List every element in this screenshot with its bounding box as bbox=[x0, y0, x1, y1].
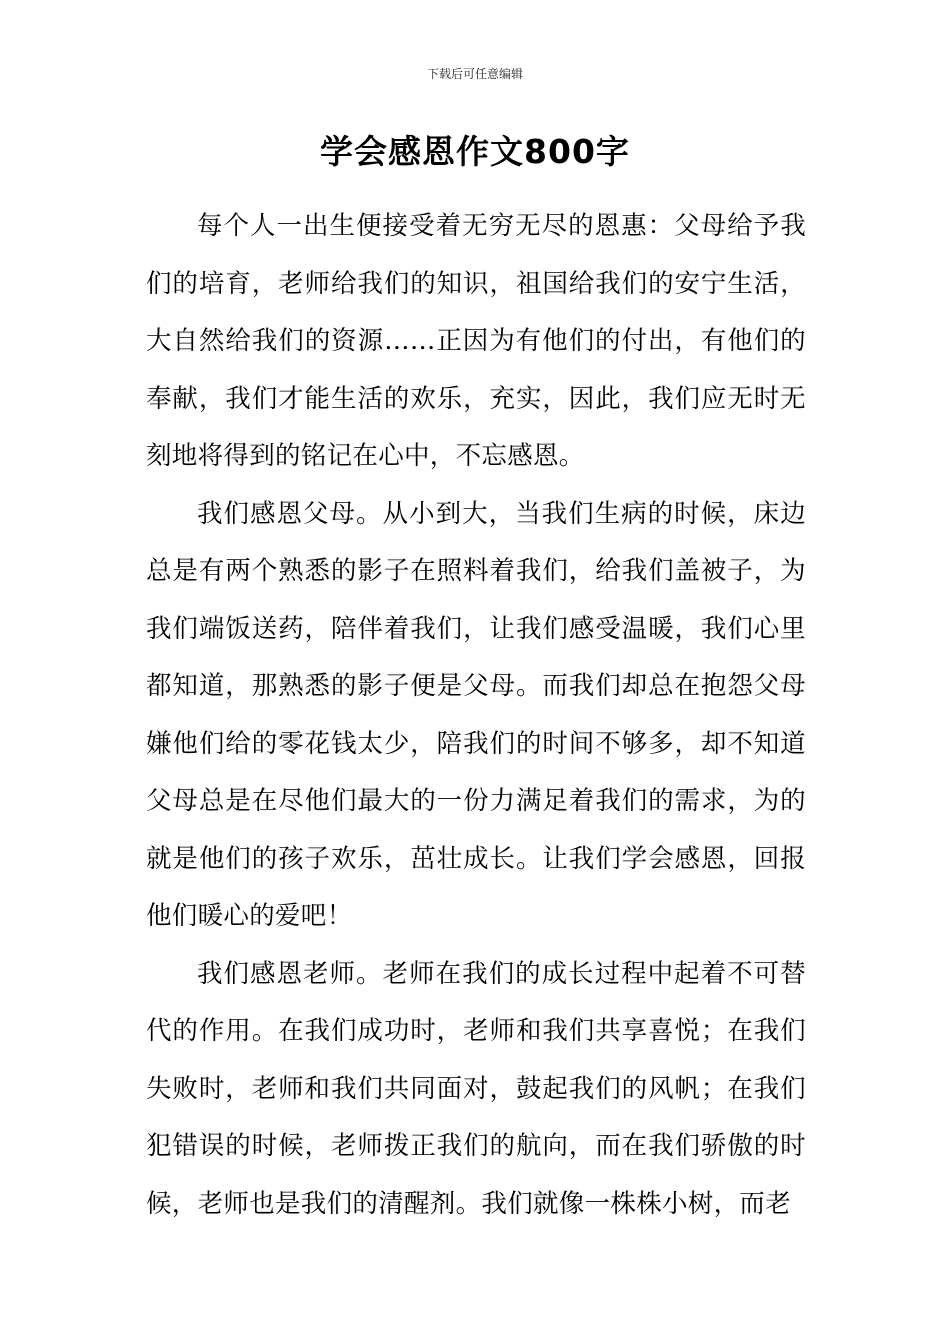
paragraph: 我们感恩父母。从小到大，当我们生病的时候，床边总是有两个熟悉的影子在照料着我们，给我们盖被子，为我们端饭送药，陪伴着我们，让我们感受温暖，我们心里都知道，那熟悉的影子便是父母。而我们却总在抱怨父母嫌他们给的零花钱太少，陪我们的时间不够多，却不知道父母总是在尽他们最大的一份力满足着我们的需求，为的就是他们的孩子欢乐，茁壮成长。让我们学会感恩，回报他们暖心的爱吧！ bbox=[146, 498, 806, 931]
document-title: 学会感恩作文800字 bbox=[320, 132, 630, 171]
document-body bbox=[146, 198, 806, 1233]
paragraph: 每个人一出生便接受着无穷无尽的恩惠：父母给予我们的培育，老师给我们的知识，祖国给我们的安宁生活，大自然给我们的资源……正因为有他们的付出，有他们的奉献，我们才能生活的欢乐，充实，因此，我们应无时无刻地将得到的铭记在心中，不忘感恩。 bbox=[146, 211, 806, 471]
paragraph: 我们感恩老师。老师在我们的成长过程中起着不可替代的作用。在我们成功时，老师和我们共享喜悦；在我们失败时，老师和我们共同面对，鼓起我们的风帆；在我们犯错误的时候，老师拨正我们的航向，而在我们骄傲的时候，老师也是我们的清醒剂。我们就像一株株小树，而老 bbox=[146, 958, 806, 1219]
header-note: 下载后可任意编辑 bbox=[426, 67, 523, 81]
